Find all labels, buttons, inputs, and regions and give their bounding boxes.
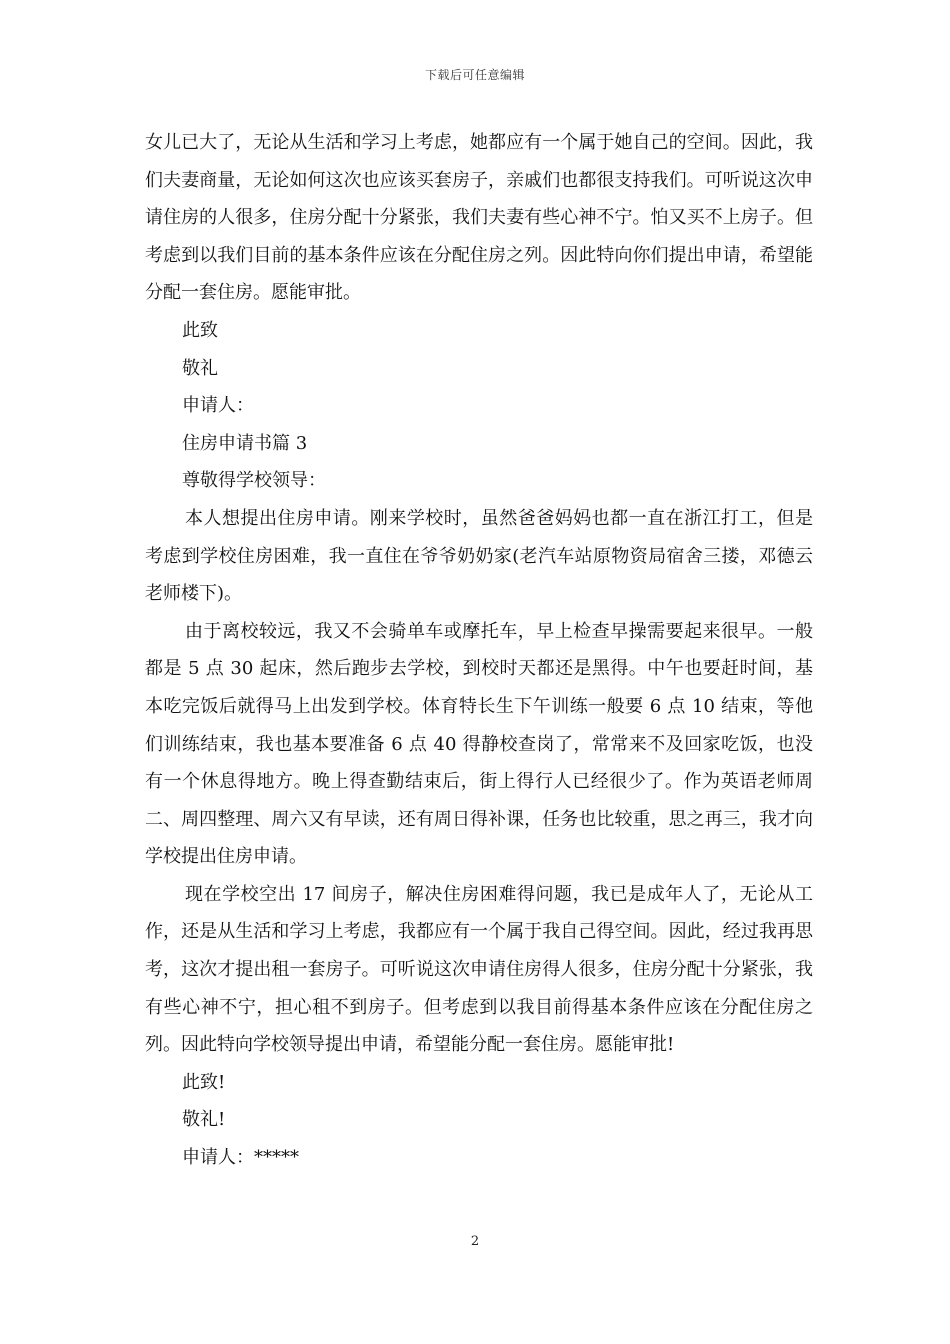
page-header-note: 下载后可任意编辑 xyxy=(424,68,525,82)
closing-line: 此致! xyxy=(182,1071,226,1093)
greeting-line: 尊敬得学校领导： xyxy=(182,470,326,492)
closing-line: 此致 xyxy=(182,319,218,341)
salutation-line: 敬礼 xyxy=(182,357,218,379)
salutation-line: 敬礼! xyxy=(182,1109,226,1131)
section-title: 住房申请书篇 3 xyxy=(182,432,308,454)
applicant-line: 申请人： xyxy=(182,395,254,417)
document-body xyxy=(145,124,813,1177)
paragraph-request: 现在学校空出 17 间房子，解决住房困难得问题，我已是成年人了，无论从工作，还是从生活和学习上考虑，我都应有一个属于我自己得空间。因此，经过我再思考，这次才提出租一套房子。可听说这次申请住房得人很多，住房分配十分紧张，我有些心神不宁，担心租不到房子。但考虑到以我目前得基本条件应该在分配住房之列。因此特向学校领导提出申请，希望能分配一套住房。愿能审批! xyxy=(145,883,813,1056)
applicant-line: 申请人：***** xyxy=(182,1147,299,1169)
paragraph-intro: 本人想提出住房申请。刚来学校时，虽然爸爸妈妈也都一直在浙江打工，但是考虑到学校住房困难，我一直住在爷爷奶奶家(老汽车站原物资局宿舍三搂，邓德云老师楼下)。 xyxy=(145,507,813,605)
page-number: 2 xyxy=(470,1234,480,1249)
paragraph-continuation: 女儿已大了，无论从生活和学习上考虑，她都应有一个属于她自己的空间。因此，我们夫妻商量，无论如何这次也应该买套房子，亲戚们也都很支持我们。可听说这次申请住房的人很多，住房分配十分紧张，我们夫妻有些心神不宁。怕又买不上房子。但考虑到以我们目前的基本条件应该在分配住房之列。因此特向你们提出申请，希望能分配一套住房。愿能审批。 xyxy=(145,132,813,304)
paragraph-reasons: 由于离校较远，我又不会骑单车或摩托车，早上检查早操需要起来很早。一般都是 5 点 30 起床，然后跑步去学校，到校时天都还是黑得。中午也要赶时间，基本吃完饭后就得马上出发到学校。体育特长生下午训练一般要 6 点 10 结束，等他们训练结束，我也基本要准备 6 点 40 得静校查岗了，常常来不及回家吃饭，也没有一个休息得地方。晚上得查勤结束后，街上得行人已经很少了。作为英语老师周二、周四整理、周六又有早读，还有周日得补课，任务也比较重，思之再三，我才向学校提出住房申请。 xyxy=(145,620,813,868)
